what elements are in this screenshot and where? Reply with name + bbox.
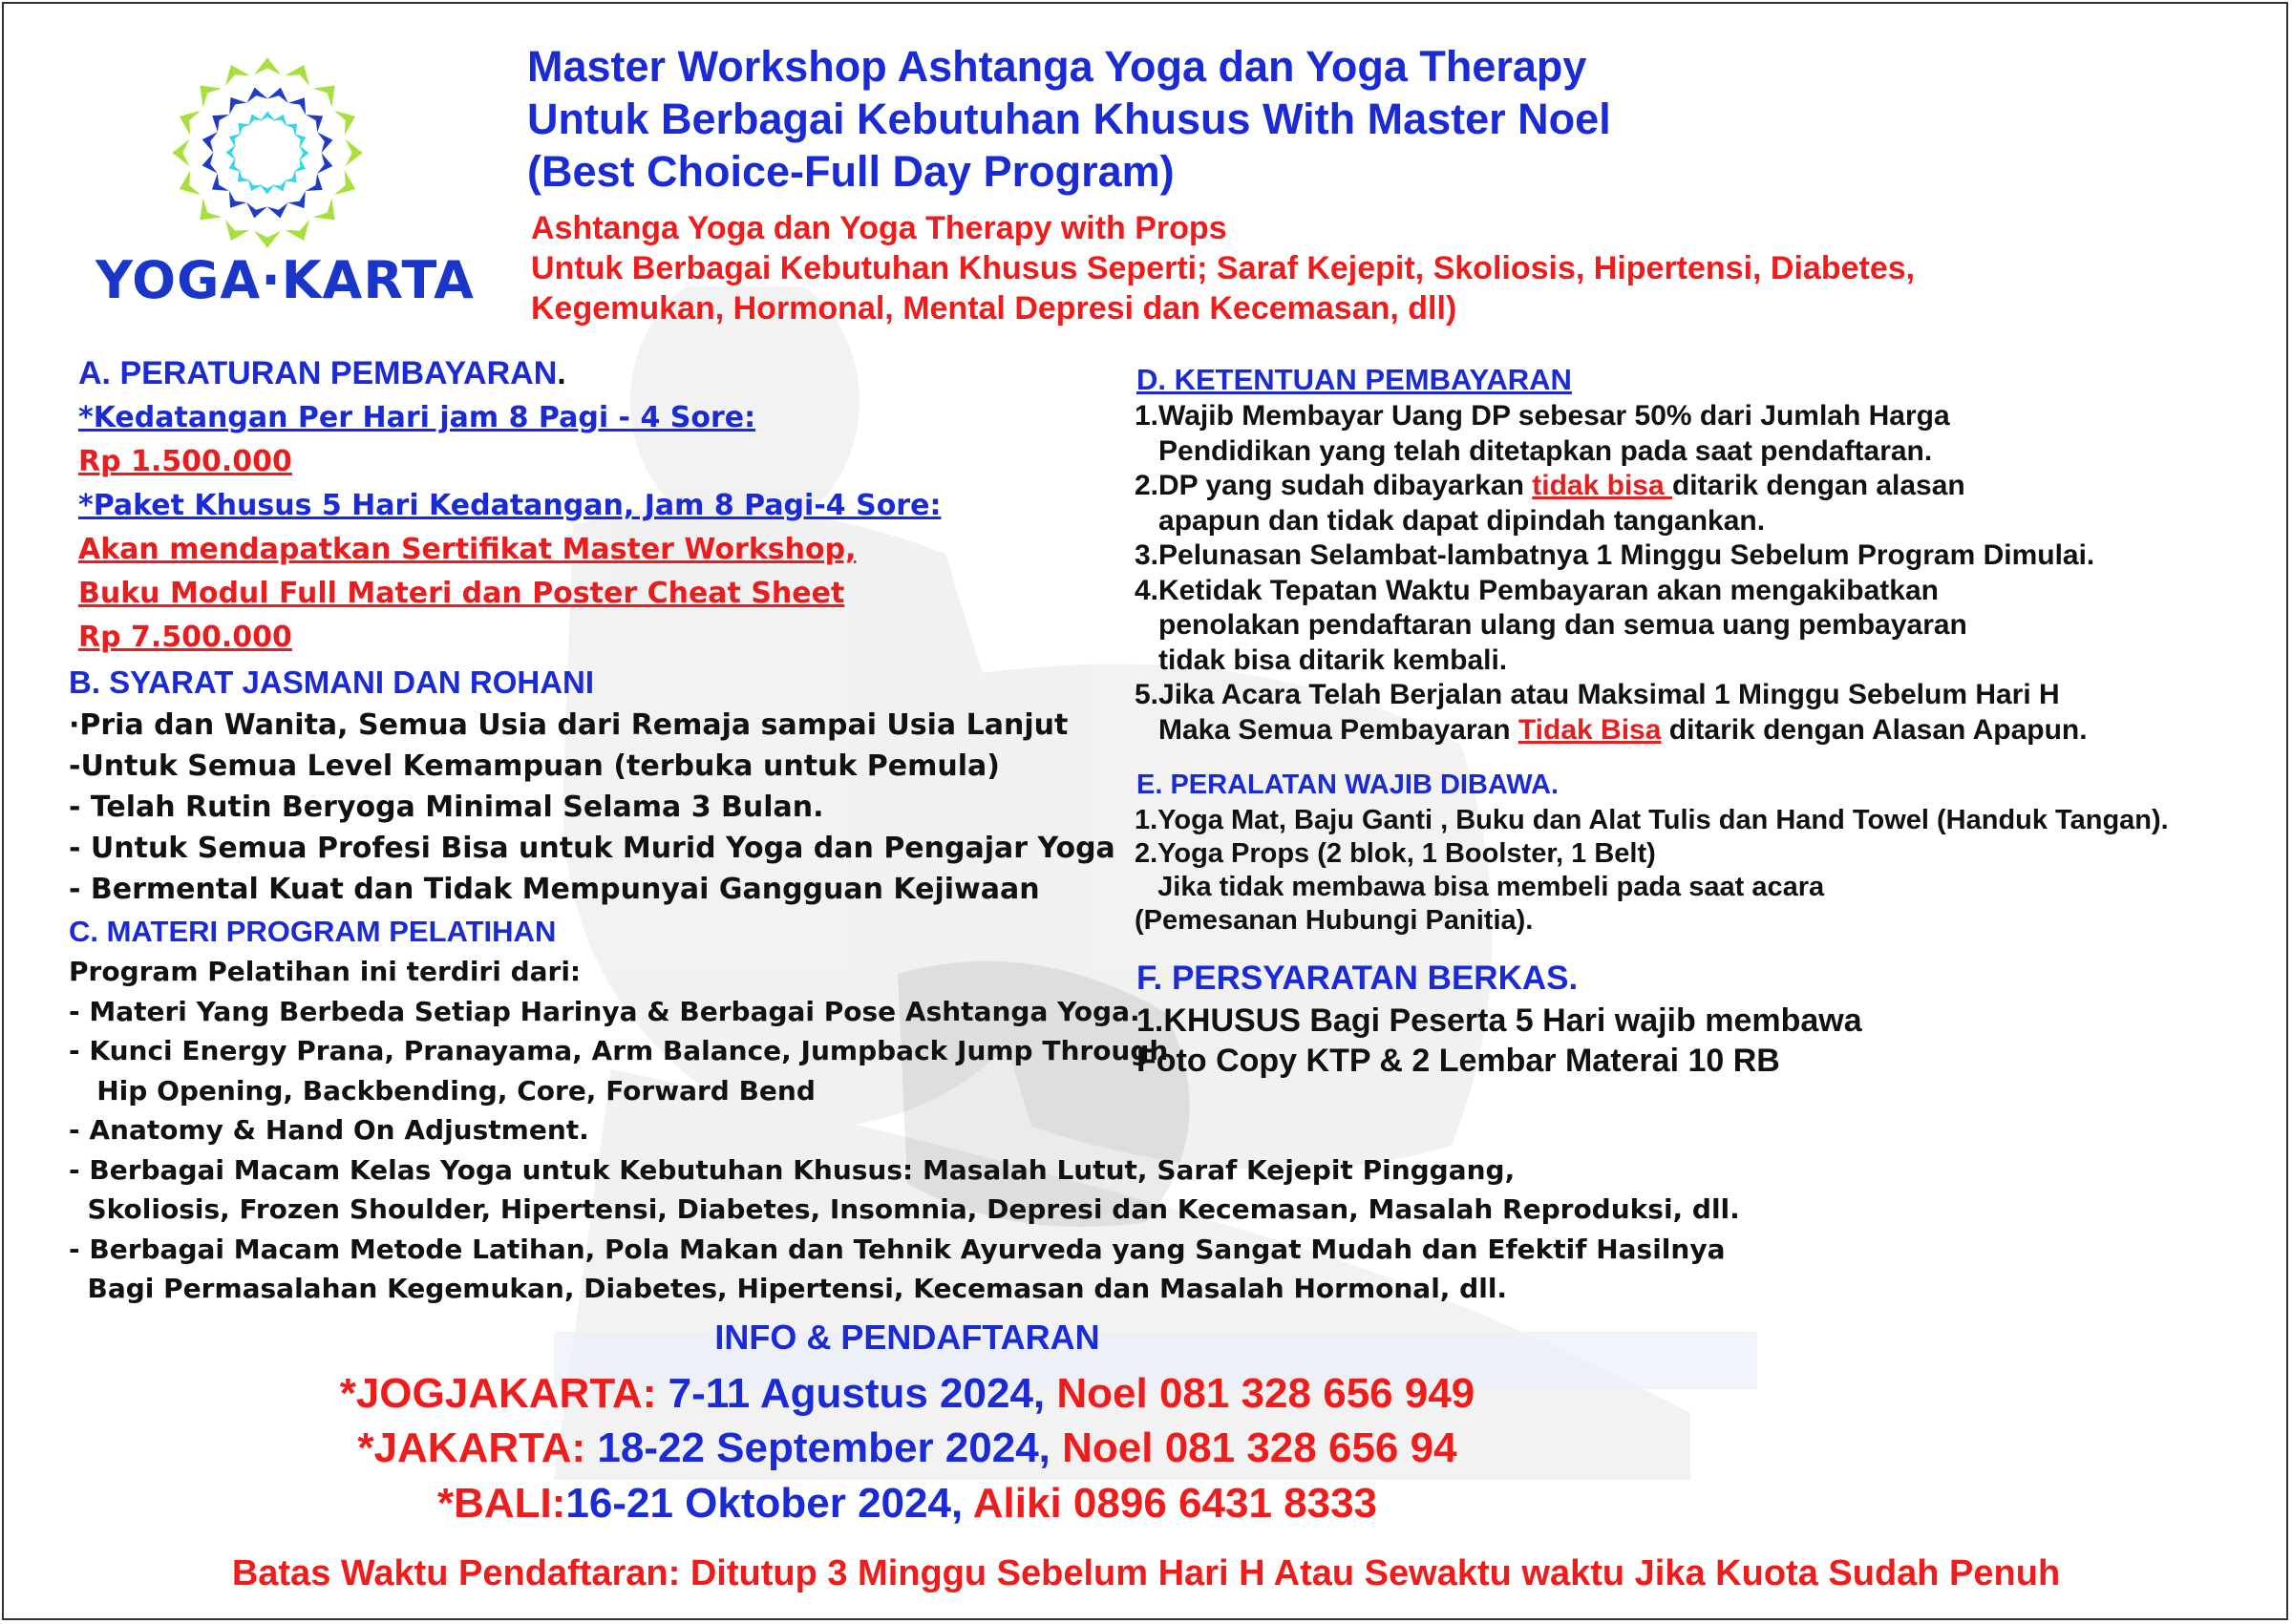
logo-arrow-mark	[285, 170, 303, 188]
logo-arrow-mark	[267, 85, 290, 102]
logo-arrow-mark	[200, 153, 217, 176]
logo-arrow-mark	[226, 130, 242, 148]
event-date: 16-21 Oktober 2024,	[565, 1480, 973, 1527]
list-item: - Berbagai Macam Metode Latihan, Pola Makan dan Tehnik Ayurveda yang Sangat Mudah dan Efektif Hasilnya	[69, 1233, 1726, 1265]
list-item: Skoliosis, Frozen Shoulder, Hipertensi, Diabetes, Insomnia, Depresi dan Kecemasan, Masalah Reproduksi, dll.	[69, 1193, 1740, 1225]
package-benefit-2: Buku Modul Full Materi dan Poster Cheat Sheet	[78, 577, 845, 610]
logo-arrow-mark	[226, 158, 242, 176]
section-c-heading: C. MATERI PROGRAM PELATIHAN	[69, 915, 557, 948]
package-label: *Paket Khusus 5 Hari Kedatangan, Jam 8 Pagi-4 Sore:	[78, 489, 942, 522]
logo-arrow-mark	[273, 112, 291, 127]
section-e-heading: E. PERALATAN WAJIB DIBAWA.	[1136, 770, 1559, 800]
list-item-text: ditarik dengan Alasan Apapun.	[1661, 713, 2088, 746]
list-item: 1.Wajib Membayar Uang DP sebesar 50% dari Jumlah Harga	[1135, 400, 1950, 432]
logo-arrow-mark	[346, 139, 363, 166]
event-date: 18-22 September 2024,	[597, 1424, 1050, 1471]
logo-arrow-mark	[334, 170, 361, 201]
list-item: 1.KHUSUS Bagi Peserta 5 Hari wajib membawa	[1136, 1002, 1862, 1039]
logo-arrow-mark	[288, 92, 313, 115]
logo-arrow-mark	[174, 104, 201, 136]
logo-arrow-mark	[191, 76, 223, 108]
emphasis-text: Tidak Bisa	[1517, 713, 1662, 746]
list-item: Program Pelatihan ini terdiri dari:	[69, 956, 582, 987]
page-title	[527, 40, 1611, 198]
list-item: - Anatomy & Hand On Adjustment.	[69, 1114, 589, 1146]
list-item	[1135, 713, 2094, 749]
logo-arrow-mark	[200, 129, 217, 152]
logo-arrow-mark	[317, 153, 334, 176]
list-item: -Untuk Semua Level Kemampuan (terbuka untuk Pemula)	[69, 749, 1000, 783]
logo-arrow-mark	[260, 184, 275, 195]
event-contact: Noel 081 328 656 949	[1045, 1370, 1475, 1417]
list-item: 1.Yoga Mat, Baju Ganti , Buku dan Alat Tulis dan Hand Towel (Handuk Tangan).	[1135, 805, 2169, 835]
logo-arrow-mark	[254, 57, 281, 74]
registration-deadline: Batas Waktu Pendaftaran: Ditutup 3 Minggu Sebelum Hari H Atau Sewaktu waktu Jika Kuota Sudah Penuh	[231, 1553, 2061, 1593]
list-item: Hip Opening, Backbending, Core, Forward Bend	[69, 1074, 816, 1107]
brand-name: YOGA·KARTA	[96, 250, 475, 310]
logo-arrow-mark	[225, 145, 236, 160]
list-item: Pendidikan yang telah ditetapkan pada saat pendaftaran.	[1135, 434, 1933, 467]
yogakarta-logo-icon	[162, 48, 372, 258]
logo-arrow-mark	[222, 92, 246, 115]
section-d-list	[1135, 399, 2094, 748]
section-d-heading: D. KETENTUAN PEMBAYARAN	[1136, 363, 1572, 396]
logo-arrow-mark	[244, 85, 267, 102]
event-bali	[0, 1480, 1814, 1528]
list-item: tidak bisa ditarik kembali.	[1135, 643, 1508, 676]
event-city: *BALI:	[436, 1480, 566, 1527]
list-item: - Telah Rutin Beryoga Minimal Selama 3 Bulan.	[69, 791, 824, 824]
logo-arrow-mark	[272, 179, 290, 195]
logo-arrow-mark	[232, 170, 250, 188]
title-line-1: Master Workshop Ashtanga Yoga dan Yoga Therapy	[527, 42, 1587, 91]
list-item: - Berbagai Macam Kelas Yoga untuk Kebutuhan Khusus: Masalah Lutut, Saraf Kejepit Pinggang,	[69, 1153, 1516, 1186]
list-item-text: Maka Semua Pembayaran	[1135, 713, 1518, 746]
list-item: (Pemesanan Hubungi Panitia).	[1135, 905, 1534, 936]
list-item: - Materi Yang Berbeda Setiap Harinya & Berbagai Pose Ashtanga Yoga.	[69, 995, 1140, 1027]
list-item: - Untuk Semua Profesi Bisa untuk Murid Yoga dan Pengajar Yoga	[69, 832, 1115, 865]
list-item: Bagi Permasalahan Kegemukan, Diabetes, Hipertensi, Kecemasan dan Masalah Hormonal, dll.	[69, 1273, 1508, 1304]
logo-arrow-mark	[313, 199, 345, 230]
subtitle-line-2: Untuk Berbagai Kebutuhan Khusus Seperti; Saraf Kejepit, Skoliosis, Hipertensi, Diabetes,	[531, 250, 1916, 286]
logo-arrow-mark	[219, 59, 250, 86]
list-item: Foto Copy KTP & 2 Lembar Materai 10 RB	[1136, 1043, 1780, 1079]
logo-arrow-mark	[285, 220, 316, 246]
section-f-list	[1136, 1001, 1862, 1081]
logo-arrow-mark	[313, 76, 345, 108]
section-e-list	[1135, 804, 2169, 938]
list-item: - Kunci Energy Prana, Pranayama, Arm Balance, Jumpback Jump Through	[69, 1035, 1169, 1066]
section-b-list	[69, 705, 1115, 910]
list-item: Jika tidak membawa bisa membeli pada saat acara	[1135, 872, 1825, 902]
event-contact: Noel 081 328 656 94	[1050, 1424, 1457, 1471]
subtitle-line-1: Ashtanga Yoga dan Yoga Therapy with Props	[531, 210, 1227, 246]
list-item: ·Pria dan Wanita, Semua Usia dari Remaja sampai Usia Lanjut	[69, 708, 1069, 742]
logo-arrow-mark	[206, 107, 229, 132]
event-city: *JAKARTA:	[357, 1424, 598, 1471]
event-jakarta	[0, 1424, 1814, 1472]
logo-arrow-mark	[287, 191, 312, 214]
daily-price: Rp 1.500.000	[78, 445, 292, 478]
logo-arrow-mark	[233, 117, 251, 136]
event-city: *JOGJAKARTA:	[339, 1370, 668, 1417]
package-price: Rp 7.500.000	[78, 621, 292, 654]
logo-arrow-mark	[299, 145, 309, 160]
daily-attendance-label: *Kedatangan Per Hari jam 8 Pagi - 4 Sore:	[78, 401, 756, 434]
list-item: 2.Yoga Props (2 blok, 1 Boolster, 1 Belt)	[1135, 838, 1656, 869]
package-benefit-1: Akan mendapatkan Sertifikat Master Workshop,	[78, 533, 857, 566]
logo-arrow-mark	[285, 59, 316, 86]
list-item: 3.Pelunasan Selambat-lambatnya 1 Minggu Sebelum Program Dimulai.	[1135, 539, 2095, 571]
list-item: penolakan pendaftaran ulang dan semua uang pembayaran	[1135, 609, 1967, 641]
logo-arrow-mark	[191, 199, 223, 230]
title-line-2: Untuk Berbagai Kebutuhan Khusus With Master Noel	[527, 95, 1611, 143]
logo-arrow-mark	[174, 170, 201, 201]
list-item: 5.Jika Acara Telah Berjalan atau Maksimal 1 Minggu Sebelum Hari H	[1135, 679, 2060, 710]
list-item-text: 2.DP yang sudah dibayarkan	[1135, 470, 1533, 501]
logo-arrow-mark	[219, 220, 250, 246]
section-b-heading: B. SYARAT JASMANI DAN ROHANI	[69, 664, 595, 700]
logo-arrow-mark	[317, 130, 334, 153]
logo-arrow-mark	[254, 231, 281, 248]
event-contact: Aliki 0896 6431 8333	[972, 1480, 1378, 1527]
logo-arrow-mark	[306, 174, 329, 199]
subtitle	[531, 208, 1915, 328]
logo-arrow-mark	[334, 104, 361, 136]
logo-arrow-mark	[244, 179, 263, 194]
list-item	[1135, 469, 2094, 504]
logo-arrow-mark	[294, 130, 309, 148]
list-item: - Bermental Kuat dan Tidak Mempunyai Gangguan Kejiwaan	[69, 873, 1040, 906]
logo-arrow-mark	[260, 111, 275, 121]
list-item: 4.Ketidak Tepatan Waktu Pembayaran akan mengakibatkan	[1135, 574, 1939, 606]
section-a-heading-text: A. PERATURAN PEMBAYARAN	[78, 355, 558, 391]
logo-arrow-mark	[285, 118, 303, 137]
logo-arrow-mark	[293, 158, 308, 177]
logo-arrow-mark	[206, 173, 229, 198]
logo-arrow-mark	[306, 107, 329, 132]
section-f-heading: F. PERSYARATAN BERKAS.	[1136, 960, 1579, 997]
list-item-text: ditarik dengan alasan	[1671, 470, 1965, 501]
title-line-3: (Best Choice-Full Day Program)	[527, 147, 1175, 196]
section-a-heading	[78, 355, 566, 392]
emphasis-text: tidak bisa	[1532, 470, 1672, 501]
section-a-heading-dot: .	[557, 355, 566, 391]
logo-arrow-mark	[222, 191, 246, 214]
list-item: apapun dan tidak dapat dipindah tangankan.	[1135, 504, 1766, 537]
info-heading: INFO & PENDAFTARAN	[714, 1318, 1100, 1357]
event-date: 7-11 Agustus 2024,	[668, 1370, 1046, 1417]
event-jogjakarta	[0, 1370, 1814, 1418]
logo-arrow-mark	[244, 112, 263, 127]
subtitle-line-3: Kegemukan, Hormonal, Mental Depresi dan Kecemasan, dll)	[531, 290, 1457, 327]
logo-arrow-mark	[267, 202, 290, 220]
logo-arrow-mark	[244, 202, 266, 220]
logo-arrow-mark	[172, 139, 189, 166]
section-a-body	[78, 396, 941, 660]
